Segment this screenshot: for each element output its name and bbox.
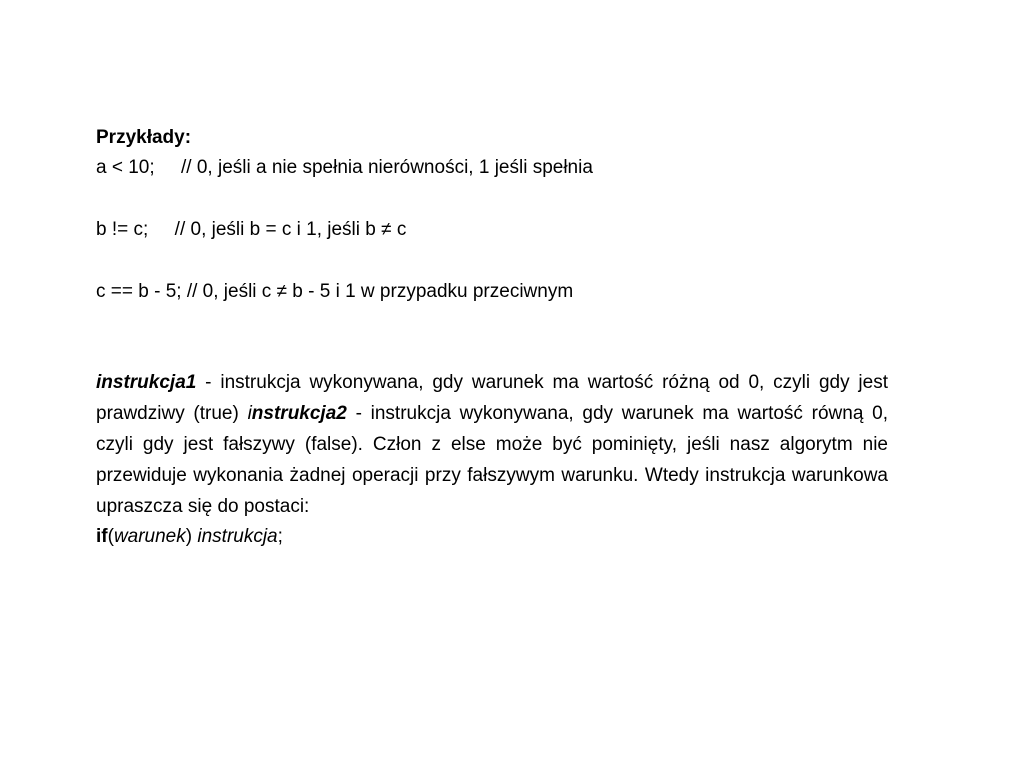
explanation-text-1: - instrukcja wykonywana, gdy warunek ma wartość różną od 0, czyli gdy jest prawdziwy (true)	[96, 372, 888, 424]
spacer	[96, 183, 888, 215]
spacer	[96, 245, 888, 277]
example-line-3: c == b - 5; // 0, jeśli c ≠ b - 5 i 1 w przypadku przeciwnym	[96, 281, 574, 302]
term-instrukcja1: instrukcja1	[96, 372, 197, 393]
syntax-condition: warunek	[113, 526, 186, 547]
term-instrukcja2: nstrukcja2	[251, 403, 347, 424]
example-line-1: a < 10; // 0, jeśli a nie spełnia nierówności, 1 jeśli spełnia	[96, 157, 593, 178]
explanation-text-2: - instrukcja wykonywana, gdy warunek ma wartość równą 0, czyli gdy jest fałszywy (false). Człon z else może być pominięty, jeśli nasz algorytm nie przewiduje wykonania żadnej operacji przy fałszywym warunku. Wtedy instrukcja warunkowa upraszcza się do postaci:	[96, 403, 888, 517]
slide-content	[96, 123, 888, 552]
syntax-keyword-if: if	[96, 526, 108, 547]
examples-heading: Przykłady:	[96, 127, 192, 148]
syntax-close-paren: )	[185, 526, 193, 547]
syntax-statement: instrukcja	[197, 526, 278, 547]
term-instrukcja2-prefix: i	[247, 403, 252, 424]
example-line-2: b != c; // 0, jeśli b = c i 1, jeśli b ≠ c	[96, 219, 407, 240]
syntax-terminator: ;	[277, 526, 283, 547]
explanation-paragraph	[96, 367, 888, 522]
syntax-open-paren: (	[107, 526, 114, 547]
spacer	[96, 307, 888, 367]
syntax-line	[96, 522, 888, 552]
